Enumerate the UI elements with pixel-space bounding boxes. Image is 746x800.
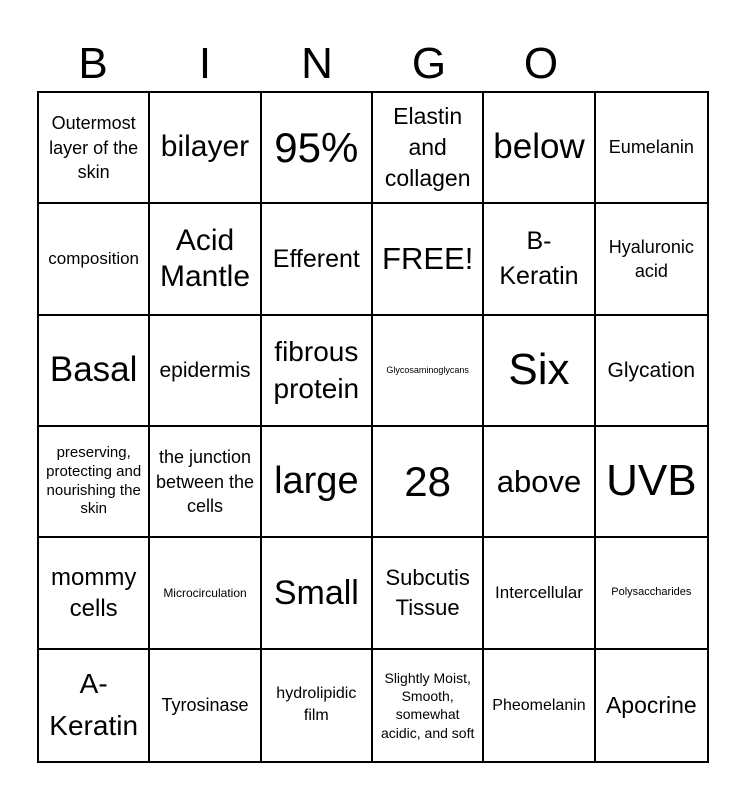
bingo-cell-label: Hyaluronic acid bbox=[608, 236, 694, 281]
bingo-cell[interactable] bbox=[484, 427, 595, 538]
bingo-cell-label: Eumelanin bbox=[608, 136, 694, 157]
bingo-cell-label: FREE! bbox=[382, 241, 474, 277]
bingo-cell-label: the junction between the cells bbox=[155, 447, 255, 516]
bingo-cell[interactable] bbox=[484, 538, 595, 649]
bingo-cell[interactable] bbox=[596, 427, 707, 538]
bingo-cell-label: A-Keratin bbox=[49, 668, 139, 742]
bingo-cell-label: below bbox=[493, 127, 585, 167]
bingo-cell-label: bilayer bbox=[160, 130, 250, 164]
bingo-cell[interactable] bbox=[484, 316, 595, 427]
bingo-cell[interactable] bbox=[373, 650, 484, 761]
bingo-cell[interactable] bbox=[484, 650, 595, 761]
bingo-cell-label: 28 bbox=[404, 457, 452, 505]
header-letter-g: G bbox=[411, 39, 447, 88]
bingo-cell-label: Glycosaminoglycans bbox=[386, 364, 469, 375]
bingo-cell[interactable] bbox=[262, 316, 373, 427]
bingo-cell-label: UVB bbox=[606, 456, 697, 506]
bingo-cell[interactable] bbox=[596, 538, 707, 649]
bingo-cell[interactable] bbox=[39, 427, 150, 538]
bingo-cell-label: Polysaccharides bbox=[611, 586, 692, 599]
bingo-cell-label: preserving, protecting and nourishing the skin bbox=[46, 444, 142, 518]
bingo-cell[interactable] bbox=[484, 93, 595, 204]
bingo-cell-label: B-Keratin bbox=[499, 226, 579, 290]
bingo-cell[interactable] bbox=[596, 204, 707, 315]
bingo-cell[interactable] bbox=[373, 538, 484, 649]
bingo-cell[interactable] bbox=[150, 93, 261, 204]
bingo-cell[interactable] bbox=[373, 427, 484, 538]
bingo-cell-label: above bbox=[496, 464, 582, 500]
bingo-cell-label: mommy cells bbox=[51, 563, 137, 622]
bingo-cell-label: Slightly Moist, Smooth, somewhat acidic, and soft bbox=[380, 669, 475, 741]
bingo-cell[interactable] bbox=[596, 316, 707, 427]
bingo-cell[interactable] bbox=[373, 204, 484, 315]
bingo-cell-label: Efferent bbox=[272, 244, 360, 273]
bingo-cell-label: Microcirculation bbox=[163, 585, 247, 600]
bingo-cell[interactable] bbox=[262, 93, 373, 204]
header-letter-o: O bbox=[523, 39, 559, 88]
bingo-cell[interactable] bbox=[39, 93, 150, 204]
header-letter-b: B bbox=[78, 39, 108, 88]
bingo-cell[interactable] bbox=[39, 650, 150, 761]
bingo-cell-label: Acid Mantle bbox=[159, 223, 251, 293]
bingo-cell[interactable] bbox=[596, 93, 707, 204]
bingo-cell-label: composition bbox=[48, 248, 140, 268]
header-letter-n: N bbox=[301, 39, 333, 88]
bingo-cell-label: 95% bbox=[274, 123, 359, 171]
bingo-cell[interactable] bbox=[262, 427, 373, 538]
bingo-cell-label: hydrolipidic film bbox=[276, 684, 357, 725]
bingo-cell[interactable] bbox=[150, 316, 261, 427]
bingo-board bbox=[37, 91, 709, 763]
bingo-cell[interactable] bbox=[39, 204, 150, 315]
bingo-cell-label: Outermost layer of the skin bbox=[49, 113, 139, 182]
bingo-cell-label: Six bbox=[508, 345, 570, 395]
bingo-cell-label: Intercellular bbox=[495, 582, 583, 602]
bingo-cell-label: Tyrosinase bbox=[161, 694, 249, 715]
bingo-cell-label: fibrous protein bbox=[273, 335, 360, 405]
bingo-cell-label: Small bbox=[273, 573, 359, 612]
bingo-cell-label: Pheomelanin bbox=[492, 696, 586, 714]
bingo-cell[interactable] bbox=[150, 204, 261, 315]
bingo-cell[interactable] bbox=[150, 427, 261, 538]
bingo-cell[interactable] bbox=[373, 93, 484, 204]
bingo-cell-label: Basal bbox=[49, 350, 138, 390]
bingo-cell-label: Glycation bbox=[607, 358, 696, 382]
bingo-cell[interactable] bbox=[596, 650, 707, 761]
bingo-cell[interactable] bbox=[373, 316, 484, 427]
bingo-cell-label: Elastin and collagen bbox=[384, 103, 471, 192]
bingo-cell[interactable] bbox=[262, 204, 373, 315]
bingo-cell-label: epidermis bbox=[159, 358, 251, 382]
bingo-cell[interactable] bbox=[39, 316, 150, 427]
bingo-cell-label: Apocrine bbox=[605, 691, 697, 718]
bingo-cell-label: large bbox=[274, 459, 359, 502]
bingo-header bbox=[37, 38, 597, 90]
bingo-cell-label: Subcutis Tissue bbox=[385, 565, 470, 620]
bingo-cell[interactable] bbox=[150, 538, 261, 649]
bingo-cell[interactable] bbox=[262, 538, 373, 649]
header-letter-i: I bbox=[198, 39, 212, 88]
bingo-cell[interactable] bbox=[150, 650, 261, 761]
bingo-cell[interactable] bbox=[262, 650, 373, 761]
bingo-cell[interactable] bbox=[484, 204, 595, 315]
bingo-cell[interactable] bbox=[39, 538, 150, 649]
